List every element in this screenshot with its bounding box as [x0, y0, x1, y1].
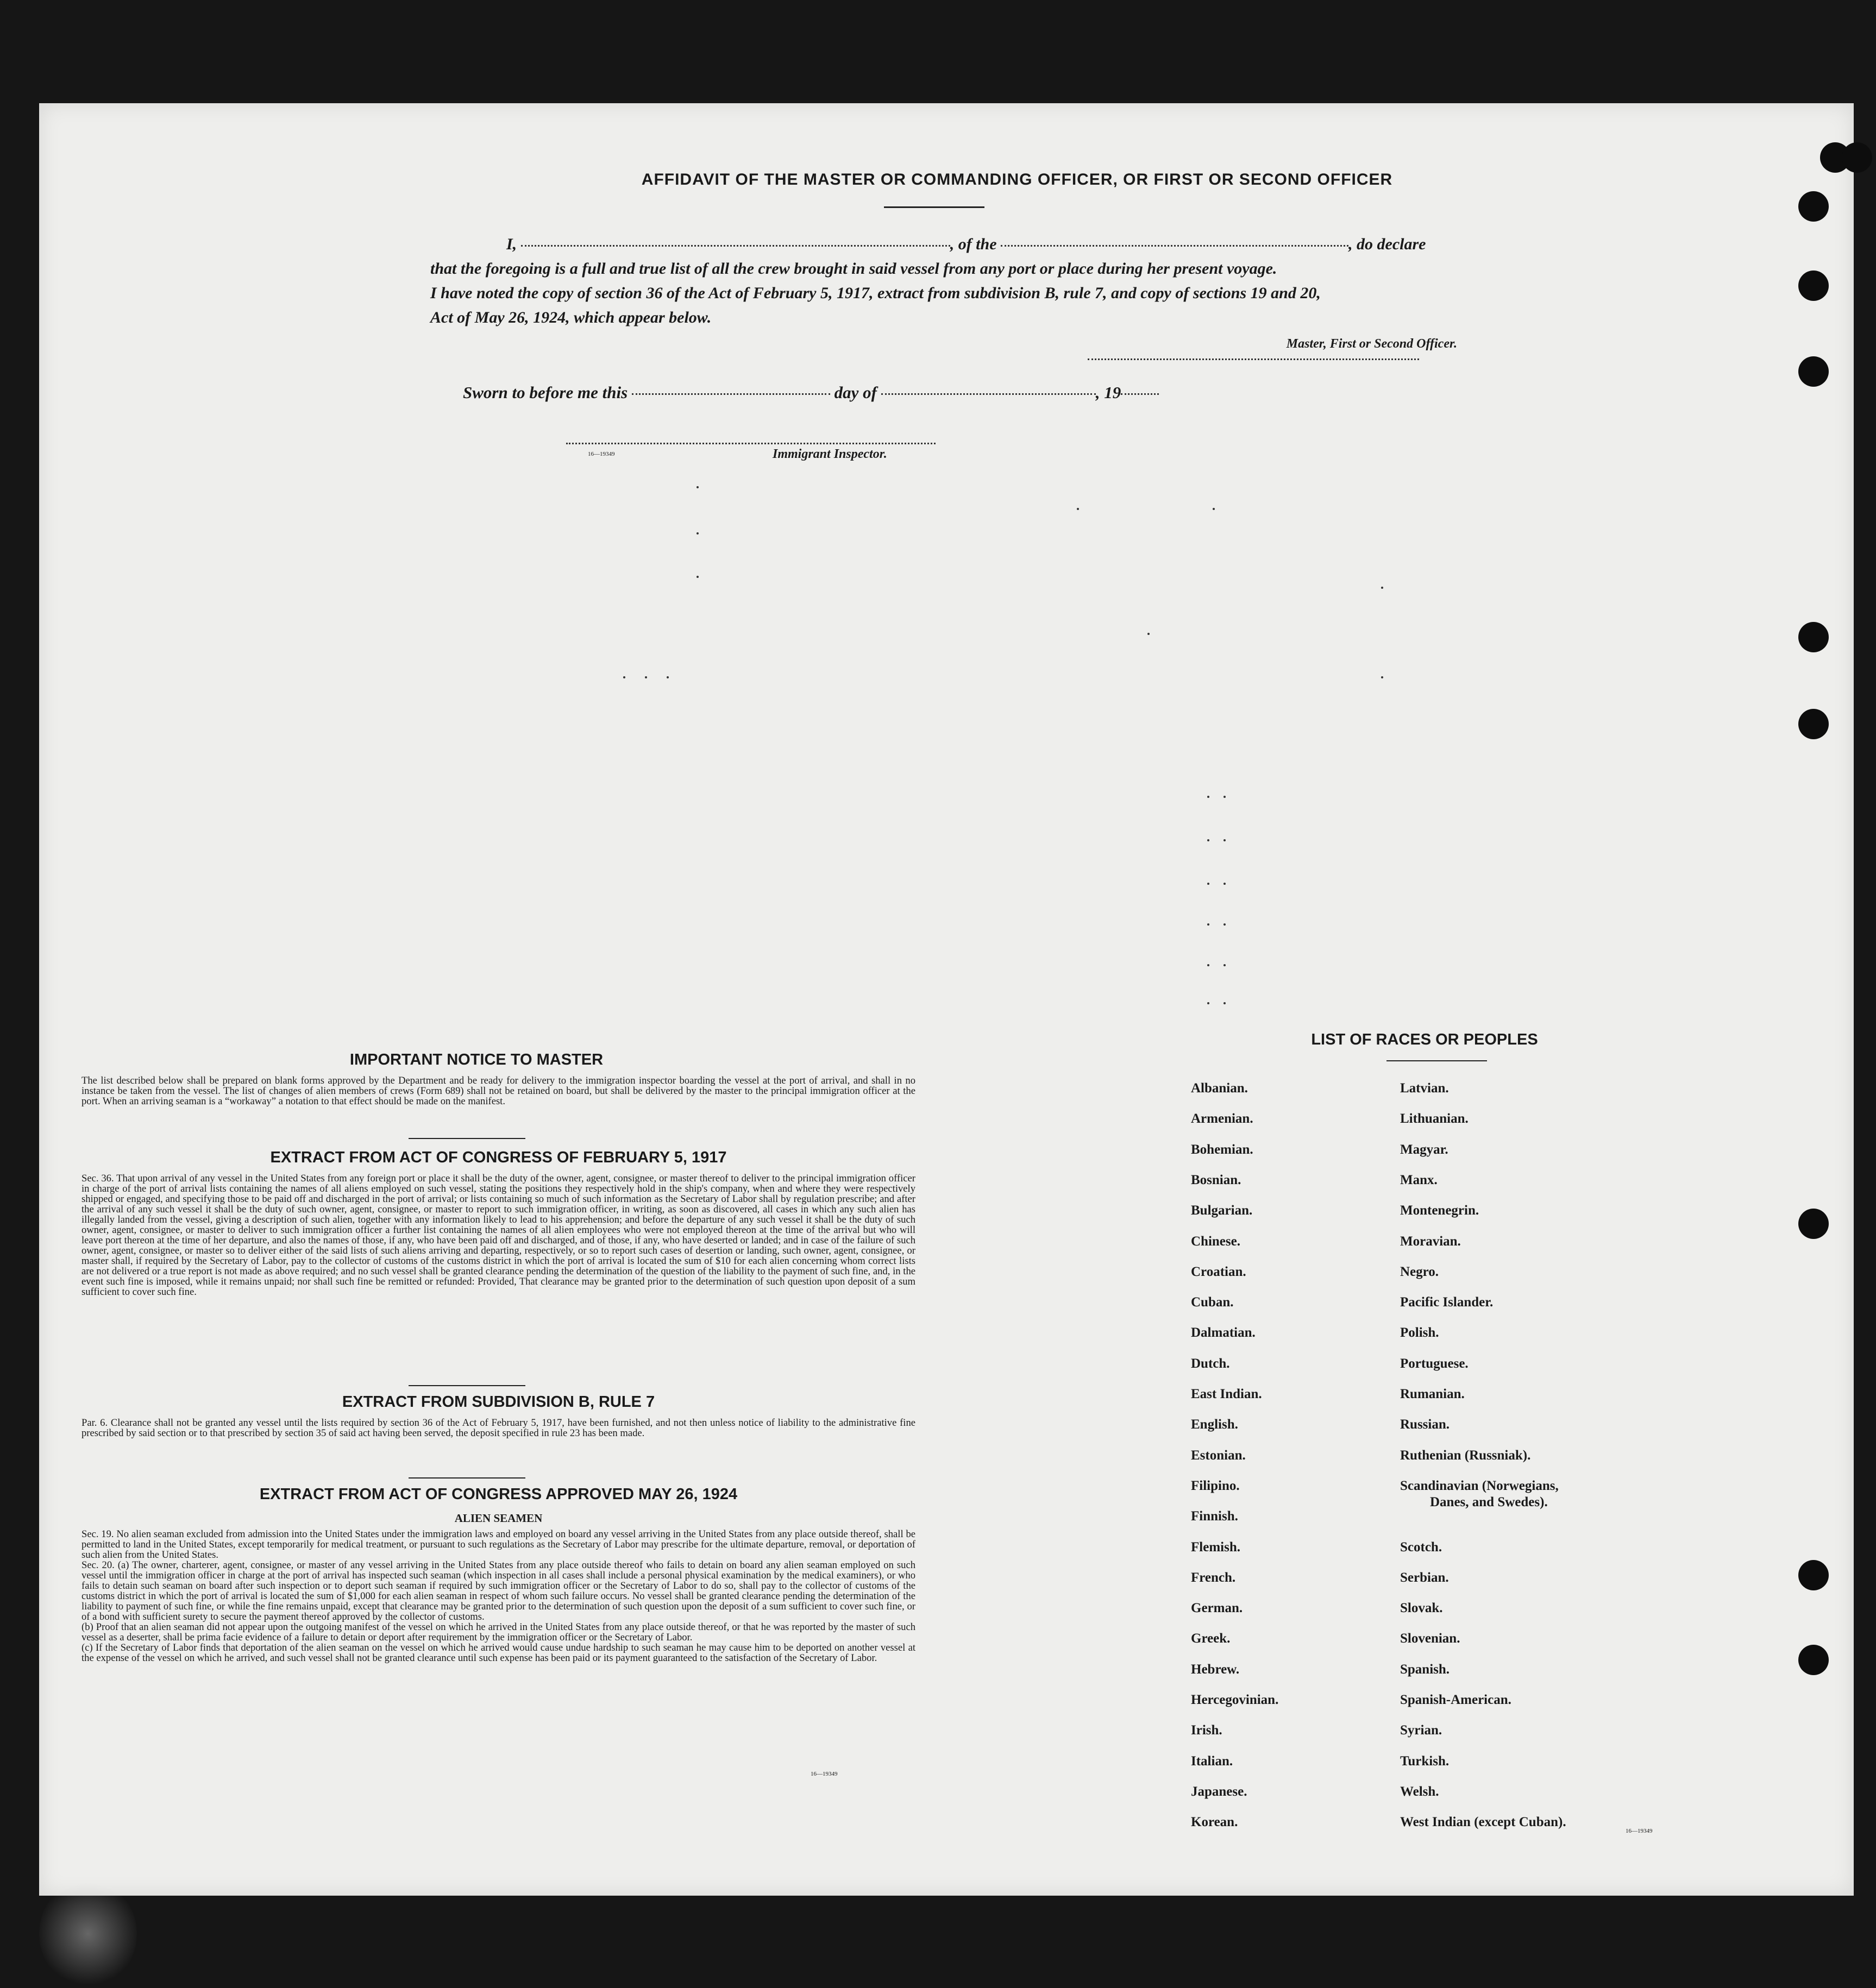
ink-spot — [1381, 587, 1383, 589]
race-item: Armenian. — [1191, 1111, 1253, 1127]
race-item: Ruthenian (Russniak). — [1400, 1448, 1531, 1463]
rule7-title: EXTRACT FROM SUBDIVISION B, RULE 7 — [342, 1393, 655, 1411]
ink-spot — [1224, 883, 1226, 885]
form-code-top: 16—19349 — [588, 451, 615, 457]
rule7-text: Par. 6. Clearance shall not be granted any vessel until the lists required by section 36 of the Act of February 5, 1917, have been furnished, and not then unless notice of liability to the administrative fine prescribed by said section or to that prescribed by section 35 of said act having been served, the deposit specified in rule 23 has been made. — [81, 1417, 915, 1439]
master-signature-field[interactable] — [1088, 358, 1419, 360]
race-item: Spanish-American. — [1400, 1693, 1511, 1707]
race-item: Montenegrin. — [1400, 1203, 1479, 1218]
form-code-left: 16—19349 — [811, 1771, 838, 1777]
extract-1917-text: Sec. 36. That upon arrival of any vessel in the United States from any foreign port or place it shall be the duty of the owner, agent, consignee, or master thereof to deliver to the principal immigration officer in charge of the port of arrival lists containing the names of all aliens employed on such vessel, stating the positions they respectively hold in the ship's company, when and where they were respectively shipped or engaged, and specifying those to be paid off and discharged in the port of arrival; or lists containing so much of such information as the Secretary of Labor shall by regulation prescribe; and after the arrival of any such vessel it shall be the duty of such owner, agent, consignee, or master to report to such immigration officer, in writing, as soon as discovered, all cases in which any such alien has illegally landed from the vessel, giving a description of such alien, together with any information likely to lead to his apprehension; and before the departure of any such vessel it shall be the duty of such owner, agent, consignee, or master to deliver to such immigration officer a further list containing the names of all alien employees who were not employed thereon at the time of the arrival but who will leave port thereon at the time of her departure, and also the names of those, if any, who have been paid off and discharged, and of those, if any, who have deserted or landed; and in case of the failure of such owner, agent, consignee, or master so to deliver either of the said lists of such aliens arriving and departing, respectively, or so to report such cases of desertion or landing, such owner, agent, consignee, or master shall, if required by the Secretary of Labor, pay to the collector of customs of the customs district in which the port of arrival is located the sum of $10 for each alien concerning whom correct lists are not delivered or a true report is not made as above required; and no such vessel shall be granted clearance pending the determination of the question of the liability to the payment of such fine, and, in the event such fine is imposed, while it remains unpaid; nor shall such fine be remitted or refunded: Provided, That clearance may be granted prior to the determination of such question upon deposit of a sum sufficient to cover such fine. — [81, 1173, 915, 1298]
race-item: Japanese. — [1191, 1784, 1247, 1799]
of-the-label: , of the — [950, 235, 997, 253]
vessel-name-field[interactable] — [1001, 245, 1348, 247]
race-item: Croatian. — [1191, 1264, 1246, 1279]
race-item: Danes, and Swedes). — [1430, 1494, 1548, 1509]
race-item: Manx. — [1400, 1172, 1438, 1187]
sworn-year-field[interactable] — [1121, 393, 1159, 395]
inspector-label: Immigrant Inspector. — [773, 447, 887, 461]
race-item: Flemish. — [1191, 1539, 1240, 1555]
declaration-line-2: that the foregoing is a full and true list of all the crew brought in said vessel from any port or place during her present voyage. — [430, 260, 1277, 278]
race-item: Bulgarian. — [1191, 1203, 1253, 1218]
ink-spot — [697, 576, 699, 578]
ink-spot — [697, 486, 699, 488]
race-item: Scotch. — [1400, 1539, 1442, 1555]
divider — [884, 206, 984, 208]
divider — [409, 1385, 525, 1386]
ink-spot — [1224, 839, 1226, 841]
declaration-line-4: Act of May 26, 1924, which appear below. — [430, 309, 712, 326]
race-item: Russian. — [1400, 1417, 1450, 1432]
race-item: Bosnian. — [1191, 1172, 1241, 1187]
race-item: West Indian (except Cuban). — [1400, 1815, 1566, 1830]
races-title: LIST OF RACES OR PEOPLES — [1311, 1031, 1538, 1048]
race-item: Portuguese. — [1400, 1356, 1469, 1371]
race-item: Polish. — [1400, 1325, 1439, 1341]
affidavit-declaration — [430, 232, 1479, 330]
extract-1924-title: EXTRACT FROM ACT OF CONGRESS APPROVED MAY 26, 1924 — [259, 1486, 738, 1503]
race-item: Filipino. — [1191, 1478, 1240, 1493]
race-item: Korean. — [1191, 1815, 1238, 1830]
race-item: Rumanian. — [1400, 1387, 1465, 1401]
ink-spot — [1077, 508, 1079, 510]
declarant-prefix: I, — [506, 235, 517, 253]
document-page — [39, 103, 1854, 1896]
ink-spot — [1224, 923, 1226, 926]
ink-spot — [623, 676, 625, 678]
sec20c-text: (c) If the Secretary of Labor finds that deportation of the alien seaman on the vessel on which he arrived would cause undue hardship to such seaman he may cause him to be deported on another vessel at the expense of the vessel on which he arrived, and such vessel shall not be granted clearance until such expense has been paid or its payment guaranteed to the satisfaction of the Secretary of Labor. — [81, 1642, 915, 1664]
declarant-name-field[interactable] — [521, 245, 950, 247]
race-item: Dutch. — [1191, 1356, 1230, 1371]
race-item: Hebrew. — [1191, 1662, 1240, 1677]
punch-hole — [1798, 709, 1829, 739]
ink-spot — [1207, 883, 1209, 885]
punch-hole — [1842, 142, 1872, 173]
divider — [409, 1477, 525, 1479]
punch-hole — [1798, 1209, 1829, 1239]
notice-text: The list described below shall be prepared on blank forms approved by the Department and be ready for delivery to the immigration inspector boarding the vessel at the port of arrival, and shall in no instance be taken from the vessel. The list of changes of alien members of crews (Form 689) shall not be retained on board, but shall be delivered by the master to the principal immigration officer at the port. When an arriving seaman is a “workaway” a notation to that effect should be made on the manifest. — [81, 1075, 915, 1107]
ink-spot — [1224, 796, 1226, 798]
sec20b-text: (b) Proof that an alien seaman did not appear upon the outgoing manifest of the vessel on which he arrived in the United States from any place outside thereof, or that he was reported by the master of such vessel as a deserter, shall be prima facie evidence of a failure to detain or deport after requirement by the immigration officer or the Secretary of Labor. — [81, 1621, 915, 1643]
race-item: Lithuanian. — [1400, 1111, 1469, 1127]
race-item: French. — [1191, 1570, 1236, 1585]
embossed-seal — [39, 1879, 137, 1988]
race-item: East Indian. — [1191, 1387, 1262, 1401]
ink-spot — [1224, 1002, 1226, 1004]
race-item: Albanian. — [1191, 1081, 1248, 1096]
race-item: Serbian. — [1400, 1570, 1449, 1585]
punch-hole — [1798, 1645, 1829, 1675]
race-item: Syrian. — [1400, 1723, 1442, 1738]
race-item: Irish. — [1191, 1723, 1222, 1738]
race-item: Magyar. — [1400, 1142, 1448, 1157]
sec20a-text: Sec. 20. (a) The owner, charterer, agent, consignee, or master of any vessel arriving in the United States from any place outside thereof who fails to detain on board any alien seaman employed on such vessel until the immigration officer in charge at the port of arrival has inspected such seaman (which inspection in all cases shall include a personal physical examination by the medical examiners), or who fails to detain such seaman on board after such inspection or to deport such seaman if required by such immigration officer or the Secretary of Labor to do so, shall pay to the collector of customs of the customs district in which the port of arrival is located the sum of $1,000 for each alien seaman in respect of whom such failure occurs. No vessel shall be granted clearance pending the determination of the liability to payment of such fine, or while the fine remains unpaid, except that clearance may be granted prior to the determination of such question upon the deposit of a sum sufficient to cover such fine, or of a bond with sufficient surety to secure the payment thereof approved by the collector of customs. — [81, 1559, 915, 1622]
race-item: Turkish. — [1400, 1753, 1450, 1769]
race-item: Greek. — [1191, 1631, 1231, 1646]
master-signature-label: Master, First or Second Officer. — [1286, 337, 1457, 351]
ink-spot — [645, 676, 647, 678]
race-item: Bohemian. — [1191, 1142, 1253, 1157]
race-item: Estonian. — [1191, 1448, 1246, 1463]
ink-spot — [1207, 839, 1209, 841]
race-item: English. — [1191, 1417, 1238, 1432]
ink-spot — [1207, 923, 1209, 926]
sworn-prefix: Sworn to before me this — [463, 383, 628, 402]
punch-hole — [1798, 1560, 1829, 1590]
race-item: Slovenian. — [1400, 1631, 1460, 1646]
divider — [409, 1138, 525, 1139]
punch-hole — [1798, 356, 1829, 387]
race-item: Spanish. — [1400, 1662, 1450, 1677]
race-item: Hercegovinian. — [1191, 1693, 1279, 1707]
race-item: Moravian. — [1400, 1234, 1461, 1249]
affidavit-title: AFFIDAVIT OF THE MASTER OR COMMANDING OFFICER, OR FIRST OR SECOND OFFICER — [641, 171, 1393, 188]
race-item: Negro. — [1400, 1264, 1439, 1279]
ink-spot — [1207, 796, 1209, 798]
race-item: Finnish. — [1191, 1509, 1238, 1524]
punch-hole — [1798, 191, 1829, 222]
race-item: Cuban. — [1191, 1295, 1234, 1310]
race-item: German. — [1191, 1601, 1243, 1616]
punch-hole — [1798, 622, 1829, 652]
race-item: Dalmatian. — [1191, 1325, 1256, 1341]
sworn-year-label: , 19 — [1095, 383, 1121, 402]
ink-spot — [1224, 964, 1226, 966]
ink-spot — [1207, 964, 1209, 966]
sworn-month-field[interactable] — [881, 393, 1096, 395]
race-item: Welsh. — [1400, 1784, 1439, 1799]
form-code-right: 16—19349 — [1626, 1828, 1653, 1834]
sworn-day-label: day of — [834, 383, 877, 402]
divider — [1386, 1060, 1487, 1061]
ink-spot — [1213, 508, 1215, 510]
ink-spot — [697, 532, 699, 534]
sworn-line — [463, 383, 1159, 402]
ink-spot — [1381, 676, 1383, 678]
race-item: Italian. — [1191, 1753, 1233, 1769]
punch-hole — [1798, 270, 1829, 301]
race-item: Slovak. — [1400, 1601, 1443, 1616]
ink-spot — [667, 676, 669, 678]
declaration-line-3: I have noted the copy of section 36 of the Act of February 5, 1917, extract from subdivision B, rule 7, and copy of sections 19 and 20, — [430, 284, 1321, 302]
race-item: Latvian. — [1400, 1081, 1449, 1096]
inspector-signature-field[interactable] — [566, 443, 936, 444]
race-item: Pacific Islander. — [1400, 1295, 1494, 1310]
notice-title: IMPORTANT NOTICE TO MASTER — [349, 1051, 604, 1068]
extract-1917-title: EXTRACT FROM ACT OF CONGRESS OF FEBRUARY 5, 1917 — [270, 1149, 727, 1166]
race-item: Scandinavian (Norwegians, — [1400, 1478, 1559, 1493]
sec19-text: Sec. 19. No alien seaman excluded from admission into the United States under the immigration laws and employed on board any vessel arriving in the United States from any place outside thereof, shall be permitted to land in the United States, except temporarily for medical treatment, or pursuant to such regulations as the Secretary of Labor may prescribe for the ultimate departure, removal, or deportation of such alien from the United States. — [81, 1528, 915, 1561]
ink-spot — [1207, 1002, 1209, 1004]
do-declare-label: , do declare — [1348, 235, 1426, 253]
extract-1924-text — [81, 1529, 915, 1663]
ink-spot — [1147, 633, 1150, 635]
sworn-date-field[interactable] — [632, 393, 830, 395]
race-item: Chinese. — [1191, 1234, 1240, 1249]
extract-1924-subtitle: ALIEN SEAMEN — [454, 1512, 543, 1525]
